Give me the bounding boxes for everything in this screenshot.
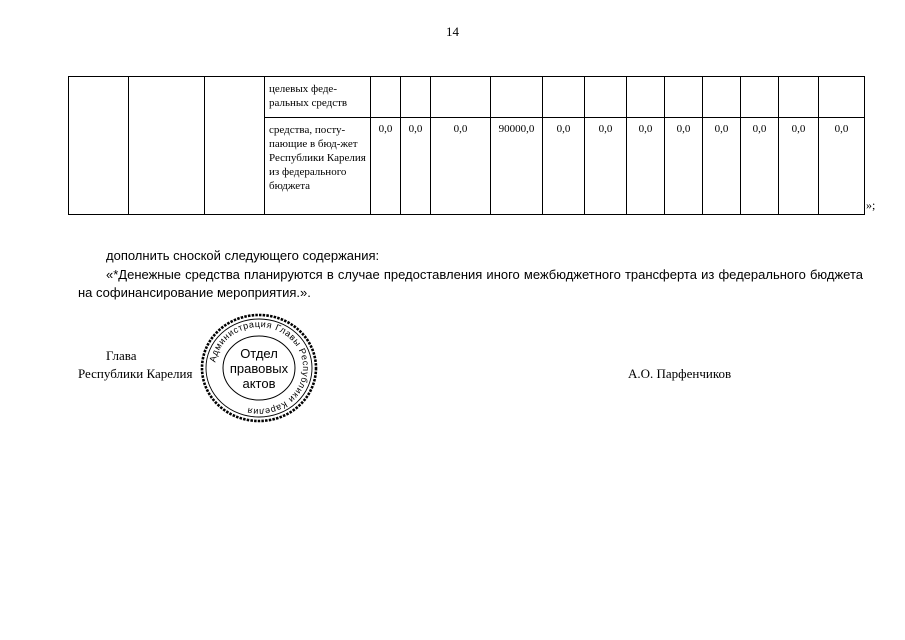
signatory-title: Глава (106, 348, 137, 363)
table-row (69, 77, 865, 118)
table-cell-value: 0,0 (371, 118, 401, 215)
table-cell-value: 0,0 (741, 118, 779, 215)
signatory-org: Республики Карелия (78, 366, 193, 381)
table-cell-value: 90000,0 (491, 118, 543, 215)
table-cell-empty (819, 77, 865, 118)
table-cell-value: 0,0 (543, 118, 585, 215)
table-cell-empty (431, 77, 491, 118)
table-cell-empty (491, 77, 543, 118)
footnote-text: «*Денежные средства планируются в случае предоставления иного межбюджетного трансферта из федерального бюджета на софинансирование мероприятия.». (78, 267, 863, 300)
table-cell-empty (543, 77, 585, 118)
table-cell-empty (585, 77, 627, 118)
table-cell-value: 0,0 (585, 118, 627, 215)
official-stamp (198, 312, 320, 424)
stamp-center-line: правовых (229, 361, 289, 376)
table-cell-value: 0,0 (627, 118, 665, 215)
stamp-center-line: актов (242, 376, 276, 391)
table-cell-empty (401, 77, 431, 118)
table-cell-value: 0,0 (779, 118, 819, 215)
table-cell-value: 0,0 (401, 118, 431, 215)
table-cell-empty (129, 77, 205, 215)
table-cell-value: 0,0 (819, 118, 865, 215)
stamp-ring-text: Администрация Главы Республики Карелия (207, 318, 312, 418)
table-cell-value: 0,0 (431, 118, 491, 215)
table-cell-empty (627, 77, 665, 118)
stamp-center-line: Отдел (240, 346, 278, 361)
budget-table (68, 76, 865, 215)
signatory-name: А.О. Парфенчиков (628, 366, 732, 381)
table-cell-empty (741, 77, 779, 118)
row-label-federal-target: целевых феде-ральных средств (265, 77, 371, 118)
table-cell-empty (703, 77, 741, 118)
table-cell-value: 0,0 (703, 118, 741, 215)
table-cell-value: 0,0 (665, 118, 703, 215)
page-number: 14 (446, 24, 459, 39)
table-cell-empty (69, 77, 129, 215)
table-cell-empty (779, 77, 819, 118)
row-label-federal-transfer: средства, посту-пающие в бюд-жет Республики Карелия из федерального бюджета (265, 118, 371, 215)
table-cell-empty (371, 77, 401, 118)
table-cell-empty (665, 77, 703, 118)
closing-quote: »; (866, 198, 876, 212)
amendment-intro: дополнить сноской следующего содержания: (106, 248, 380, 263)
table-cell-empty (205, 77, 265, 215)
